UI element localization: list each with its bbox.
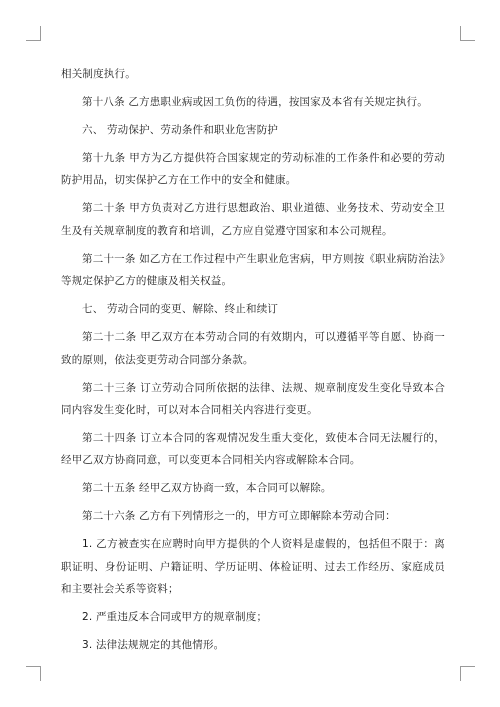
article-24: 第二十四条 订立本合同的客观情况发生重大变化，致使本合同无法履行的，经甲乙双方协商同意，可以变更本合同相关内容或解除本合同。 xyxy=(61,432,445,467)
article-23: 第二十三条 订立劳动合同所依据的法律、法规、规章制度发生变化导致本合同内容发生变化时，可以对本合同相关内容进行变更。 xyxy=(61,381,445,417)
article-26: 第二十六条 乙方有下列情形之一的，甲方可立即解除本劳动合同： xyxy=(82,510,396,523)
document-body xyxy=(61,63,445,662)
crop-mark-top-left xyxy=(26,26,41,41)
list-item-1: 1. 乙方被查实在应聘时向甲方提供的个人资料是虚假的，包括但不限于：离职证明、身份证明、户籍证明、学历证明、体检证明、过去工作经历、家庭成员和主要社会关系等资料； xyxy=(61,538,445,596)
list-item-3: 3. 法律法规规定的其他情形。 xyxy=(82,639,225,652)
article-20: 第二十条 甲方负责对乙方进行思想政治、职业道德、业务技术、劳动安全卫生及有关规章制度的教育和培训，乙方应自觉遵守国家和本公司规程。 xyxy=(61,202,445,237)
crop-mark-bottom-right xyxy=(460,666,475,681)
article-19: 第十九条 甲方为乙方提供符合国家规定的劳动标准的工作条件和必要的劳动防护用品，切实保护乙方在工作中的安全和健康。 xyxy=(61,152,445,187)
article-21: 第二十一条 如乙方在工作过程中产生职业危害病，甲方则按《职业病防治法》等规定保护乙方的健康及相关权益。 xyxy=(61,252,445,288)
list-item-2: 2. 严重违反本合同或甲方的规章制度； xyxy=(82,611,268,624)
section-heading-7: 七、 劳动合同的变更、解除、终止和续订 xyxy=(82,303,279,316)
section-heading-6: 六、 劳动保护、劳动条件和职业危害防护 xyxy=(82,124,279,136)
article-22: 第二十二条 甲乙双方在本劳动合同的有效期内，可以遵循平等自愿、协商一致的原则，依法变更劳动合同部分条款。 xyxy=(61,331,445,366)
article-18: 第十八条 乙方患职业病或因工负伤的待遇，按国家及本省有关规定执行。 xyxy=(82,96,428,108)
crop-mark-bottom-left xyxy=(26,666,41,681)
paragraph-continuation: 相关制度执行。 xyxy=(61,68,136,80)
article-25: 第二十五条 经甲乙双方协商一致，本合同可以解除。 xyxy=(82,482,332,495)
crop-mark-top-right xyxy=(460,26,475,41)
